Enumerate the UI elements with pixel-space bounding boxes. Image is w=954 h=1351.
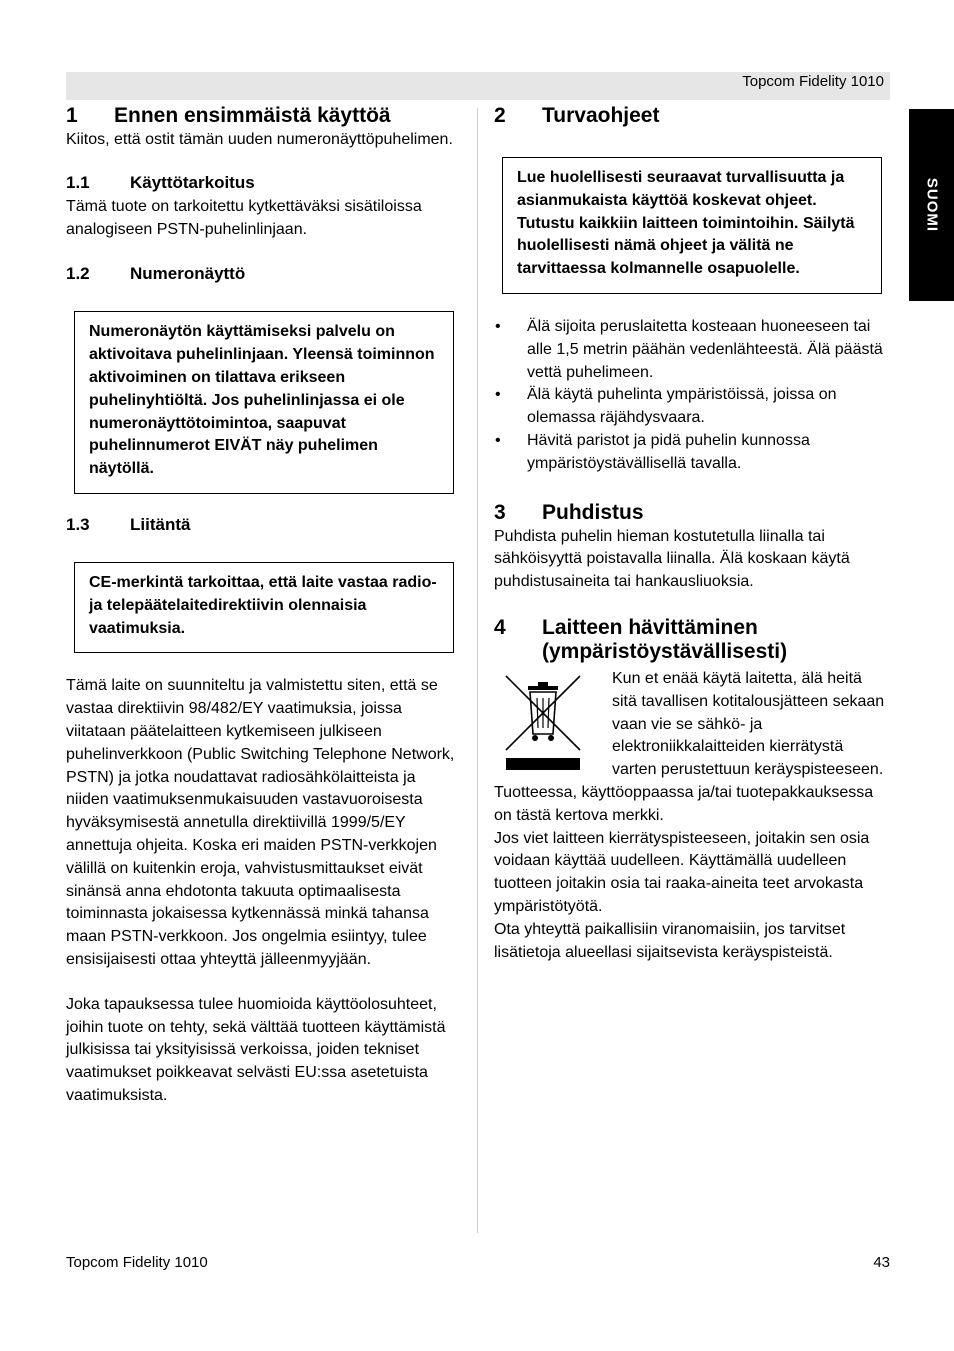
section-1-3-heading: 1.3 Liitäntä	[66, 514, 191, 534]
language-tab	[909, 109, 954, 301]
caller-id-note-box: Numeronäytön käyttämiseksi palvelu on aktivoitava puhelinlinjaan. Yleensä toiminnon aktivoiminen on tilattava erikseen puhelinyhtiöltä. Jos puhelinlinjassa ei ole numeronäyttötoimintoa, saapuvat puhelinnumerot EIVÄT näy puhelimen näytöllä.	[74, 311, 454, 494]
left-column	[66, 103, 462, 1108]
column-divider	[477, 108, 478, 1233]
section-1-3-paragraph-2: Joka tapauksessa tulee huomioida käyttöolosuhteet, joihin tuote on tehty, sekä välttää tuotteen käyttämistä julkisissa tai yksityisissä verkoissa, joiden tekniset vaatimukset poikkeavat selvästi EU:ssa asetetuista vaatimuksista.	[66, 995, 446, 1104]
safety-note-box: Lue huolellisesti seuraavat turvallisuutta ja asianmukaista käyttöä koskevat ohjeet. Tutustu kaikkiin laitteen toimintoihin. Säilytä huolellisesti nämä ohjeet ja välitä ne tarvittaessa kolmannelle osapuolelle.	[502, 157, 882, 294]
crossed-out-bin-icon	[504, 672, 584, 772]
section-1-2-heading: 1.2 Numeronäyttö	[66, 264, 246, 284]
list-item: • Älä sijoita peruslaitetta kosteaan huoneeseen tai alle 1,5 metrin päähän vedenlähteestä. Älä päästä vettä puhelimeen.	[494, 316, 890, 384]
language-tab-label: SUOMI	[923, 177, 940, 233]
footer-product-name: Topcom Fidelity 1010	[66, 1254, 208, 1271]
section-2-heading: 2 Turvaohjeet	[494, 104, 660, 127]
section-3-heading: 3 Puhdistus	[494, 500, 644, 524]
safety-bullet-list	[494, 316, 890, 476]
section-1-1-heading: 1.1 Käyttötarkoitus	[66, 172, 255, 192]
section-4-paragraph-3: Ota yhteyttä paikallisiin viranomaisiin, jos tarvitset lisätietoja alueellasi sijaitsevista keräyspisteistä.	[494, 920, 846, 961]
section-1-3-paragraph-1: Tämä laite on suunniteltu ja valmistettu siten, että se vastaa direktiivin 98/482/EY vaatimuksia, joissa viitataan päätelaitteen kytkemiseen julkiseen puhelinverkkoon (Public Switching Telephone Network, PSTN) ja jotka noudattavat radiosähkölaitteista ja niiden vaatimuksenmukaisuuden vastavuoroisesta hyväksymisestä annetulla direktiivillä 1999/5/EY annettuja ohjeita. Koska eri maiden PSTN-verkkojen välillä on kuitenkin eroja, vahvistusmittaukset eivät sinänsä anna ehdotonta takuuta optimaalisesta toiminnasta jokaisessa kytkennässä minkä tahansa maan PSTN-verkkoon. Jos ongelmia esiintyy, tulee ensisijaisesti ottaa yhteyttä jälleenmyyjään.	[66, 677, 455, 968]
section-1-text: Kiitos, että ostit tämän uuden numeronäyttöpuhelimen.	[66, 131, 453, 148]
list-item: • Hävitä paristot ja pidä puhelin kunnossa ympäristöystävällisellä tavalla.	[494, 430, 890, 476]
section-4-paragraph-2: Jos viet laitteen kierrätyspisteeseen, joitakin sen osia voidaan käyttää uudelleen. Käyttämällä uudelleen tuotteen joitakin osia tai raaka-aineita teet arvokasta ympäristötyötä.	[494, 829, 870, 915]
header-title: Topcom Fidelity 1010	[742, 73, 884, 90]
section-1-1-text: Tämä tuote on tarkoitettu kytkettäväksi sisätiloissa analogiseen PSTN-puhelinlinjaan.	[66, 197, 422, 238]
section-4-heading: 4 Laitteen hävittäminen (ympäristöystävällisesti)	[494, 615, 788, 663]
ce-note-box: CE-merkintä tarkoittaa, että laite vastaa radio- ja telepäätelaitedirektiivin olennaisia vaatimuksia.	[74, 562, 454, 653]
right-column	[494, 103, 890, 964]
list-item: • Älä käytä puhelinta ympäristöissä, joissa on olemassa räjähdysvaara.	[494, 384, 890, 430]
section-1-heading: 1 Ennen ensimmäistä käyttöä	[66, 104, 391, 127]
disposal-text-block	[494, 668, 890, 964]
page-number: 43	[873, 1254, 890, 1271]
section-4-paragraph-1: Kun et enää käytä laitetta, älä heitä sitä tavallisen kotitalousjätteen sekaan vaan vie se sähkö- ja elektroniikkalaitteiden kierrätystä varten perustettuun keräyspisteeseen. Tuotteessa, käyttöoppaassa ja/tai tuotepakkauksessa on tästä kertova merkki.	[494, 669, 885, 824]
section-3-text: Puhdista puhelin hieman kostutetulla liinalla tai sähköisyyttä poistavalla liinalla. Älä koskaan käytä puhdistusaineita tai hankausliuoksia.	[494, 527, 850, 591]
